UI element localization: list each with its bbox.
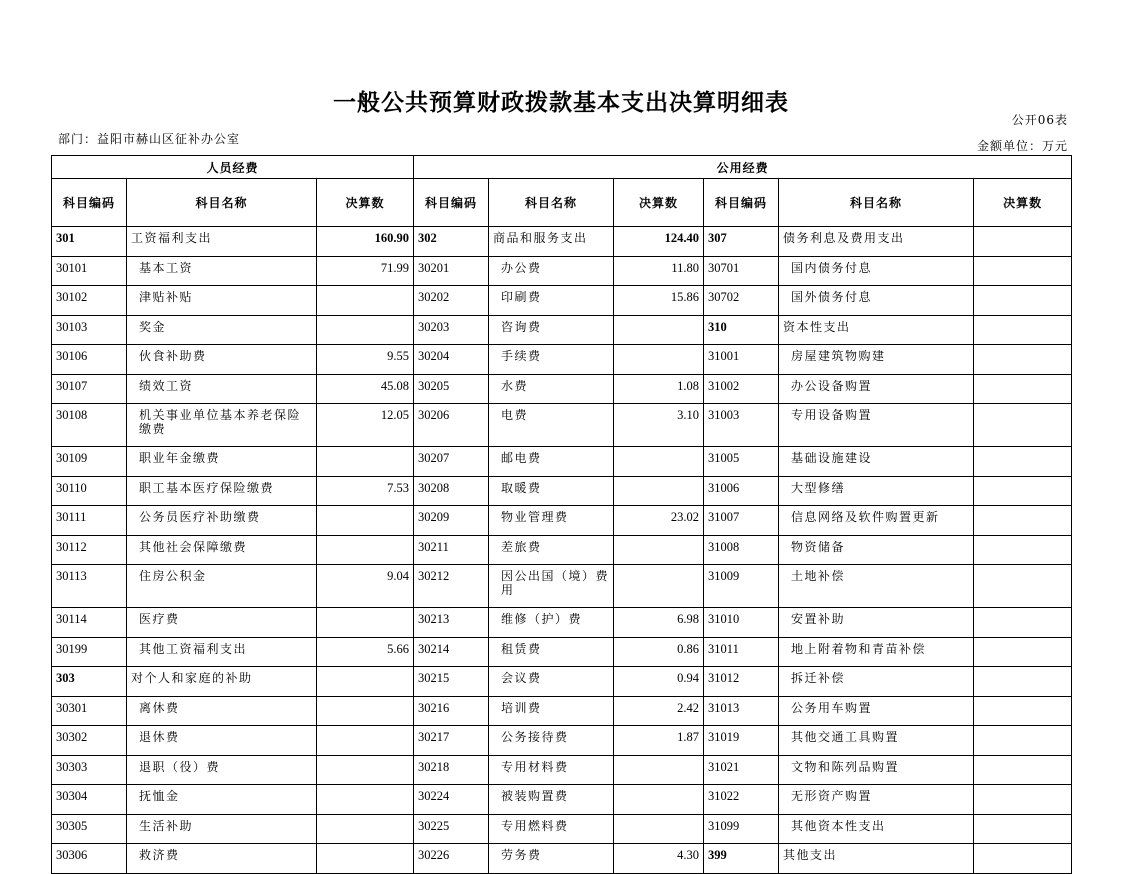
subject-name: 公务员医疗补助缴费 <box>127 506 317 536</box>
final-amount: 1.87 <box>614 726 704 756</box>
subject-code: 30701 <box>704 256 779 286</box>
form-number: 公开06表 <box>1011 113 1068 127</box>
subject-code: 30103 <box>52 315 127 345</box>
final-amount: 23.02 <box>614 506 704 536</box>
subject-name: 抚恤金 <box>127 785 317 815</box>
subject-code: 307 <box>704 227 779 257</box>
final-amount <box>614 785 704 815</box>
subject-code: 30205 <box>414 374 489 404</box>
final-amount: 0.86 <box>614 637 704 667</box>
final-amount <box>317 696 414 726</box>
subject-name: 租赁费 <box>489 637 614 667</box>
subject-name: 房屋建筑物购建 <box>779 345 974 375</box>
subject-code: 30111 <box>52 506 127 536</box>
table-row <box>52 696 1072 726</box>
subject-name: 医疗费 <box>127 608 317 638</box>
column-header-name: 科目名称 <box>779 179 974 227</box>
subject-name: 绩效工资 <box>127 374 317 404</box>
subject-code: 30101 <box>52 256 127 286</box>
final-amount <box>974 637 1072 667</box>
subject-code: 30224 <box>414 785 489 815</box>
subject-code: 30107 <box>52 374 127 404</box>
subject-code: 30301 <box>52 696 127 726</box>
subject-name: 信息网络及软件购置更新 <box>779 506 974 536</box>
subject-name: 机关事业单位基本养老保险缴费 <box>127 404 317 447</box>
subject-code: 30304 <box>52 785 127 815</box>
subject-name: 其他工资福利支出 <box>127 637 317 667</box>
subject-code: 30201 <box>414 256 489 286</box>
final-amount: 9.04 <box>317 565 414 608</box>
final-amount: 0.94 <box>614 667 704 697</box>
subject-code: 30214 <box>414 637 489 667</box>
final-amount <box>974 345 1072 375</box>
table-row <box>52 256 1072 286</box>
final-amount: 2.42 <box>614 696 704 726</box>
subject-name: 电费 <box>489 404 614 447</box>
final-amount <box>614 755 704 785</box>
final-amount <box>614 315 704 345</box>
final-amount <box>614 565 704 608</box>
final-amount <box>317 726 414 756</box>
subject-name: 离休费 <box>127 696 317 726</box>
subject-code: 30302 <box>52 726 127 756</box>
subject-code: 30216 <box>414 696 489 726</box>
subject-code: 30207 <box>414 447 489 477</box>
subject-name: 被装购置费 <box>489 785 614 815</box>
final-amount: 15.86 <box>614 286 704 316</box>
subject-code: 301 <box>52 227 127 257</box>
subject-code: 30199 <box>52 637 127 667</box>
subject-name: 培训费 <box>489 696 614 726</box>
subject-code: 30110 <box>52 476 127 506</box>
subject-name: 奖金 <box>127 315 317 345</box>
final-amount: 7.53 <box>317 476 414 506</box>
final-amount <box>974 565 1072 608</box>
subject-name: 水费 <box>489 374 614 404</box>
final-amount <box>974 256 1072 286</box>
subject-name: 物业管理费 <box>489 506 614 536</box>
subject-name: 退休费 <box>127 726 317 756</box>
subject-name: 生活补助 <box>127 814 317 844</box>
subject-code: 31005 <box>704 447 779 477</box>
final-amount <box>614 814 704 844</box>
page-title: 一般公共预算财政拨款基本支出决算明细表 <box>333 90 789 116</box>
subject-code: 30208 <box>414 476 489 506</box>
subject-code: 30215 <box>414 667 489 697</box>
final-amount: 45.08 <box>317 374 414 404</box>
final-amount <box>614 345 704 375</box>
subject-code: 30212 <box>414 565 489 608</box>
final-amount: 160.90 <box>317 227 414 257</box>
subject-code: 31002 <box>704 374 779 404</box>
column-header-amount: 决算数 <box>317 179 414 227</box>
subject-code: 30109 <box>52 447 127 477</box>
table-row <box>52 227 1072 257</box>
subject-name: 咨询费 <box>489 315 614 345</box>
final-amount <box>974 404 1072 447</box>
column-header-code: 科目编码 <box>414 179 489 227</box>
final-amount <box>974 726 1072 756</box>
amount-unit-label: 金额单位：万元 <box>976 139 1068 153</box>
final-amount <box>974 755 1072 785</box>
subject-name: 伙食补助费 <box>127 345 317 375</box>
subject-name: 工资福利支出 <box>127 227 317 257</box>
table-row <box>52 726 1072 756</box>
final-amount <box>614 535 704 565</box>
column-header-amount: 决算数 <box>614 179 704 227</box>
subject-code: 31011 <box>704 637 779 667</box>
table-row <box>52 535 1072 565</box>
subject-name: 安置补助 <box>779 608 974 638</box>
subject-name: 手续费 <box>489 345 614 375</box>
final-amount <box>974 667 1072 697</box>
subject-name: 基本工资 <box>127 256 317 286</box>
final-amount <box>317 447 414 477</box>
subject-code: 30113 <box>52 565 127 608</box>
subject-code: 30209 <box>414 506 489 536</box>
table-row <box>52 608 1072 638</box>
final-amount <box>317 785 414 815</box>
subject-code: 31001 <box>704 345 779 375</box>
final-amount: 12.05 <box>317 404 414 447</box>
subject-code: 31021 <box>704 755 779 785</box>
final-amount <box>317 814 414 844</box>
final-amount: 6.98 <box>614 608 704 638</box>
table-row <box>52 374 1072 404</box>
table-row <box>52 506 1072 536</box>
subject-name: 基础设施建设 <box>779 447 974 477</box>
subject-name: 拆迁补偿 <box>779 667 974 697</box>
final-amount <box>317 844 414 874</box>
subject-name: 取暖费 <box>489 476 614 506</box>
final-amount <box>974 506 1072 536</box>
table-row <box>52 476 1072 506</box>
subject-code: 30305 <box>52 814 127 844</box>
subject-code: 30203 <box>414 315 489 345</box>
final-amount <box>317 608 414 638</box>
department-label: 部门：益阳市赫山区征补办公室 <box>58 132 241 146</box>
subject-name: 大型修缮 <box>779 476 974 506</box>
subject-name: 公务用车购置 <box>779 696 974 726</box>
table-row <box>52 637 1072 667</box>
subject-name: 资本性支出 <box>779 315 974 345</box>
table-row <box>52 315 1072 345</box>
subject-code: 30114 <box>52 608 127 638</box>
subject-code: 30206 <box>414 404 489 447</box>
final-amount <box>614 476 704 506</box>
subject-name: 邮电费 <box>489 447 614 477</box>
subject-code: 30211 <box>414 535 489 565</box>
subject-code: 31012 <box>704 667 779 697</box>
final-amount <box>317 667 414 697</box>
final-amount <box>317 506 414 536</box>
subject-code: 303 <box>52 667 127 697</box>
table-row <box>52 785 1072 815</box>
subject-code: 30102 <box>52 286 127 316</box>
subject-code: 30225 <box>414 814 489 844</box>
table-row <box>52 814 1072 844</box>
subject-code: 30204 <box>414 345 489 375</box>
subject-name: 印刷费 <box>489 286 614 316</box>
subject-code: 310 <box>704 315 779 345</box>
final-amount <box>974 374 1072 404</box>
table-row <box>52 667 1072 697</box>
subject-name: 办公费 <box>489 256 614 286</box>
subject-code: 30218 <box>414 755 489 785</box>
subject-code: 31007 <box>704 506 779 536</box>
subject-name: 差旅费 <box>489 535 614 565</box>
subject-name: 文物和陈列品购置 <box>779 755 974 785</box>
final-amount <box>974 476 1072 506</box>
final-amount: 1.08 <box>614 374 704 404</box>
final-amount <box>974 535 1072 565</box>
subject-name: 救济费 <box>127 844 317 874</box>
table-row <box>52 755 1072 785</box>
subject-name: 专用燃料费 <box>489 814 614 844</box>
subject-code: 30213 <box>414 608 489 638</box>
subject-code: 30226 <box>414 844 489 874</box>
subject-name: 其他资本性支出 <box>779 814 974 844</box>
subject-name: 其他交通工具购置 <box>779 726 974 756</box>
subject-name: 物资储备 <box>779 535 974 565</box>
final-amount: 11.80 <box>614 256 704 286</box>
subject-code: 30106 <box>52 345 127 375</box>
subject-name: 职业年金缴费 <box>127 447 317 477</box>
final-amount <box>974 227 1072 257</box>
group-header-public: 公用经费 <box>414 156 1072 179</box>
subject-code: 399 <box>704 844 779 874</box>
subject-name: 住房公积金 <box>127 565 317 608</box>
subject-code: 30306 <box>52 844 127 874</box>
subject-code: 31003 <box>704 404 779 447</box>
subject-code: 30202 <box>414 286 489 316</box>
table-row <box>52 447 1072 477</box>
subject-name: 其他支出 <box>779 844 974 874</box>
subject-code: 30702 <box>704 286 779 316</box>
final-amount <box>317 286 414 316</box>
subject-code: 31013 <box>704 696 779 726</box>
subject-name: 对个人和家庭的补助 <box>127 667 317 697</box>
subject-name: 其他社会保障缴费 <box>127 535 317 565</box>
final-amount <box>974 785 1072 815</box>
subject-code: 31010 <box>704 608 779 638</box>
final-amount <box>317 315 414 345</box>
final-amount <box>974 608 1072 638</box>
column-header-name: 科目名称 <box>489 179 614 227</box>
column-header-name: 科目名称 <box>127 179 317 227</box>
final-amount <box>974 315 1072 345</box>
final-amount: 5.66 <box>317 637 414 667</box>
subject-code: 30217 <box>414 726 489 756</box>
table-row <box>52 404 1072 447</box>
column-header-code: 科目编码 <box>704 179 779 227</box>
subject-name: 无形资产购置 <box>779 785 974 815</box>
final-amount <box>974 814 1072 844</box>
column-header-amount: 决算数 <box>974 179 1072 227</box>
subject-name: 津贴补贴 <box>127 286 317 316</box>
expenditure-table <box>51 155 1072 874</box>
subject-name: 因公出国（境）费用 <box>489 565 614 608</box>
subject-name: 商品和服务支出 <box>489 227 614 257</box>
subject-name: 维修（护）费 <box>489 608 614 638</box>
table-row <box>52 844 1072 874</box>
subject-code: 302 <box>414 227 489 257</box>
final-amount <box>614 447 704 477</box>
table-row <box>52 345 1072 375</box>
column-header-code: 科目编码 <box>52 179 127 227</box>
subject-name: 退职（役）费 <box>127 755 317 785</box>
final-amount <box>317 535 414 565</box>
final-amount: 71.99 <box>317 256 414 286</box>
subject-name: 会议费 <box>489 667 614 697</box>
final-amount: 4.30 <box>614 844 704 874</box>
subject-code: 31019 <box>704 726 779 756</box>
subject-name: 债务利息及费用支出 <box>779 227 974 257</box>
subject-name: 土地补偿 <box>779 565 974 608</box>
table-row <box>52 286 1072 316</box>
subject-name: 职工基本医疗保险缴费 <box>127 476 317 506</box>
subject-code: 30303 <box>52 755 127 785</box>
final-amount: 9.55 <box>317 345 414 375</box>
subject-code: 31022 <box>704 785 779 815</box>
subject-name: 公务接待费 <box>489 726 614 756</box>
subject-code: 31009 <box>704 565 779 608</box>
final-amount <box>974 286 1072 316</box>
subject-code: 31008 <box>704 535 779 565</box>
subject-name: 国外债务付息 <box>779 286 974 316</box>
subject-name: 专用设备购置 <box>779 404 974 447</box>
table-row <box>52 565 1072 608</box>
subject-code: 30112 <box>52 535 127 565</box>
subject-name: 办公设备购置 <box>779 374 974 404</box>
subject-code: 31006 <box>704 476 779 506</box>
subject-code: 30108 <box>52 404 127 447</box>
final-amount <box>974 447 1072 477</box>
subject-code: 31099 <box>704 814 779 844</box>
subject-name: 专用材料费 <box>489 755 614 785</box>
final-amount: 3.10 <box>614 404 704 447</box>
final-amount: 124.40 <box>614 227 704 257</box>
final-amount <box>974 844 1072 874</box>
subject-name: 地上附着物和青苗补偿 <box>779 637 974 667</box>
group-header-personnel: 人员经费 <box>52 156 414 179</box>
final-amount <box>974 696 1072 726</box>
final-amount <box>317 755 414 785</box>
subject-name: 劳务费 <box>489 844 614 874</box>
subject-name: 国内债务付息 <box>779 256 974 286</box>
